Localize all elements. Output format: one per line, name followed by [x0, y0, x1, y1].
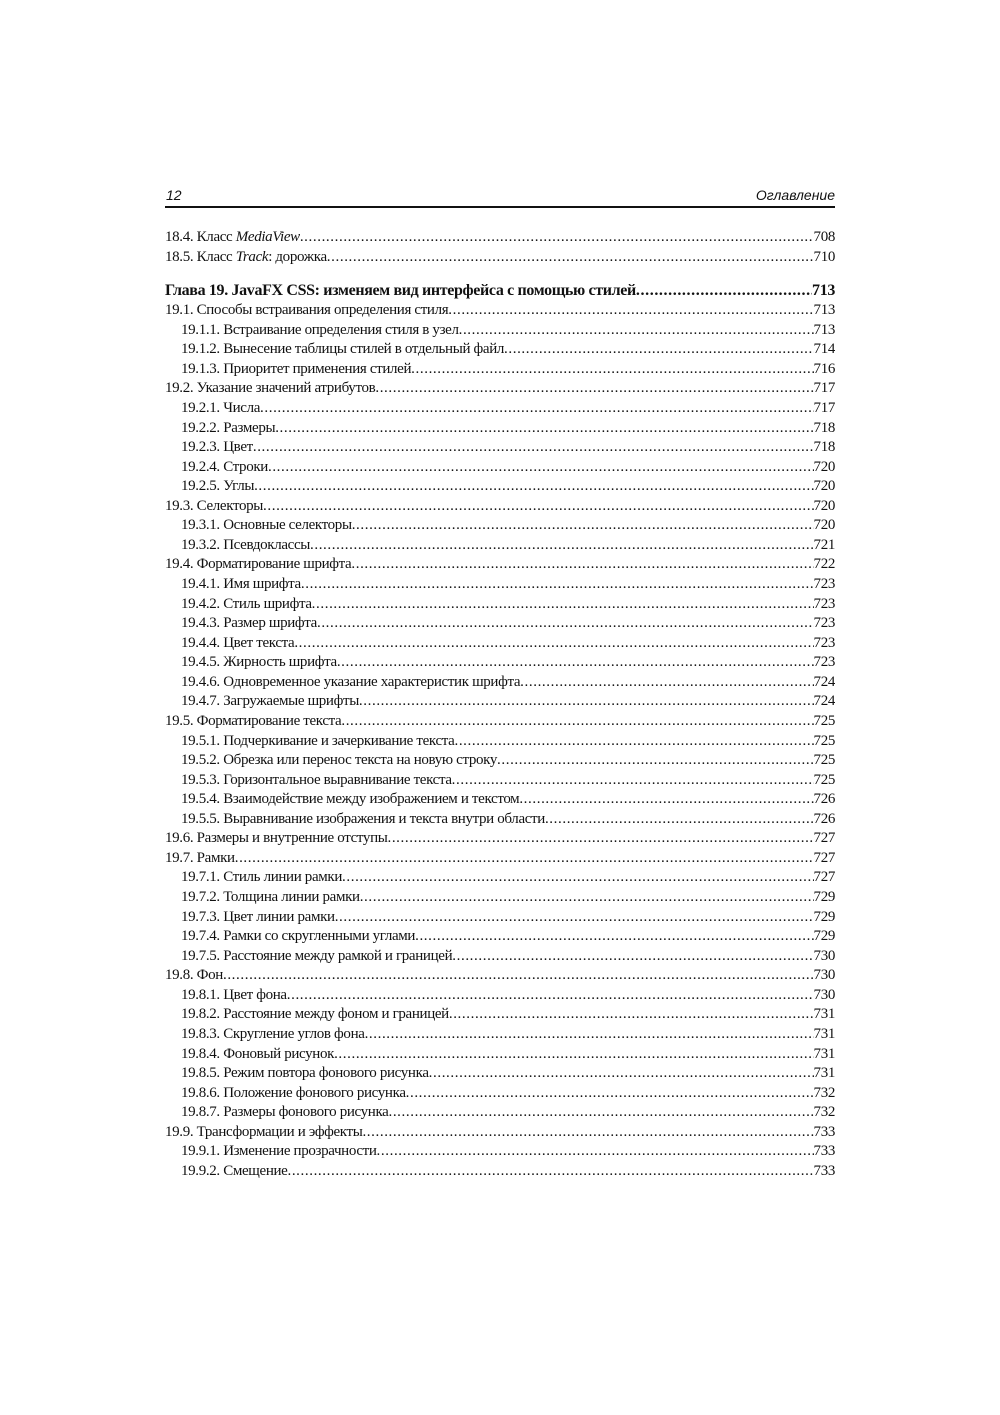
dot-leader	[429, 1064, 814, 1084]
toc-entry	[165, 360, 835, 380]
toc-entry-label	[181, 614, 317, 634]
label-text: 19.2.1. Числа	[181, 399, 261, 416]
toc-entry	[165, 927, 835, 947]
label-text: 19.6. Размеры и внутренние отступы	[165, 830, 388, 847]
toc-entry	[165, 1103, 835, 1123]
toc-entry	[165, 248, 835, 268]
label-text: 19.5.4. Взаимодействие между изображением и текстом	[181, 791, 520, 808]
toc-entry-label	[165, 712, 341, 732]
toc-page-number: 718	[813, 439, 835, 456]
toc-entry	[165, 692, 835, 712]
toc-page-number: 726	[813, 791, 835, 808]
toc-entry	[165, 712, 835, 732]
toc-entry	[165, 1142, 835, 1162]
label-text: 19.8.4. Фоновый рисунок	[181, 1045, 335, 1062]
toc-entry-label	[181, 653, 337, 673]
toc-entry	[165, 673, 835, 693]
dot-leader	[310, 536, 814, 556]
toc-page-number: 729	[813, 928, 835, 945]
dot-leader	[636, 281, 812, 301]
toc-entry	[165, 228, 835, 248]
toc-entry-label	[181, 1025, 365, 1045]
toc-entry	[165, 888, 835, 908]
toc-entry-label	[181, 771, 452, 791]
toc-page-number: 733	[813, 1143, 835, 1160]
toc-entry-label	[181, 516, 352, 536]
label-text: 19.1.3. Приоритет применения стилей	[181, 360, 412, 377]
toc-entry	[165, 536, 835, 556]
label-text: 19.2.4. Строки	[181, 458, 268, 475]
dot-leader	[223, 966, 814, 986]
toc-chapter-entry	[165, 281, 835, 301]
toc-page-number: 730	[813, 986, 835, 1003]
dot-leader	[504, 340, 814, 360]
toc-entry-label	[181, 986, 287, 1006]
dot-leader	[388, 1103, 813, 1123]
toc-entry-label	[181, 1005, 449, 1025]
dot-leader	[327, 248, 814, 268]
table-of-contents	[165, 228, 835, 1181]
dot-leader	[334, 1045, 813, 1065]
toc-entry-label	[181, 595, 312, 615]
dot-leader	[545, 810, 814, 830]
dot-leader	[317, 614, 814, 634]
toc-entry	[165, 986, 835, 1006]
toc-page-number: 727	[813, 849, 835, 866]
label-text: 19.3.1. Основные селекторы	[181, 517, 352, 534]
label-text: 19.7.3. Цвет линии рамки	[181, 908, 335, 925]
toc-entry-label	[181, 321, 459, 341]
dot-leader	[359, 692, 814, 712]
label-text: 19.9.1. Изменение прозрачности	[181, 1143, 377, 1160]
toc-page-number: 729	[813, 889, 835, 905]
toc-entry	[165, 1025, 835, 1045]
toc-entry-label	[181, 692, 359, 712]
dot-leader	[263, 497, 814, 517]
toc-entry-label	[181, 360, 411, 380]
toc-entry	[165, 497, 835, 517]
dot-leader	[415, 927, 813, 947]
toc-entry-label	[181, 947, 452, 967]
toc-page-number: 713	[812, 282, 835, 300]
toc-entry-label	[181, 751, 497, 771]
label-text: 19.4.3. Размер шрифта	[181, 615, 317, 632]
toc-page-number: 730	[813, 967, 835, 984]
label-text: 19.3.2. Псевдоклассы	[181, 536, 310, 553]
toc-page-number: 726	[813, 810, 835, 827]
label-text: 19.8.1. Цвет фона	[181, 986, 287, 1003]
toc-page-number: 729	[813, 908, 835, 925]
toc-entry	[165, 732, 835, 752]
toc-entry-label	[181, 673, 520, 693]
toc-entry-label	[181, 419, 275, 439]
toc-entry	[165, 379, 835, 399]
toc-entry	[165, 947, 835, 967]
toc-page-number: 727	[813, 830, 835, 847]
toc-entry	[165, 1005, 835, 1025]
dot-leader	[351, 555, 813, 575]
label-text: 19.1.1. Встраивание определения стиля в узел	[181, 321, 459, 338]
toc-entry-label	[165, 379, 375, 399]
toc-page-number: 724	[813, 693, 835, 710]
toc-page-number: 732	[813, 1104, 835, 1121]
toc-entry	[165, 516, 835, 536]
dot-leader	[377, 1142, 814, 1162]
toc-entry-label	[181, 1084, 406, 1104]
toc-entry	[165, 340, 835, 360]
toc-page-number: 717	[813, 399, 835, 416]
label-italic: Track	[235, 248, 269, 265]
dot-leader	[362, 1123, 813, 1143]
label-text: 19.1.2. Вынесение таблицы стилей в отдельный файл	[181, 341, 505, 358]
toc-entry-label	[181, 888, 360, 908]
dot-leader	[452, 947, 813, 967]
label-text: 19.5.3. Горизонтальное выравнивание текста	[181, 771, 452, 788]
toc-entry	[165, 419, 835, 439]
label-text: 19.2.2. Размеры	[181, 419, 276, 436]
toc-entry	[165, 868, 835, 888]
label-text: 19.8. Фон	[165, 967, 223, 984]
label-text: 19.8.5. Режим повтора фонового рисунка	[181, 1065, 429, 1082]
label-text: 19.8.3. Скругление углов фона	[181, 1025, 365, 1042]
toc-page-number: 718	[813, 419, 835, 436]
toc-page-number: 720	[813, 517, 835, 534]
toc-entry	[165, 849, 835, 869]
toc-page-number: 721	[813, 536, 835, 553]
label-text: 19.7.1. Стиль линии рамки	[181, 869, 343, 886]
toc-entry-label	[181, 477, 254, 497]
label-text: 19.7.4. Рамки со скругленными углами	[181, 928, 416, 945]
dot-leader	[365, 1025, 814, 1045]
toc-page-number: 713	[813, 321, 835, 338]
label-text: 19.5.1. Подчеркивание и зачеркивание текста	[181, 732, 455, 749]
toc-entry	[165, 555, 835, 575]
toc-page-number: 725	[813, 712, 835, 729]
toc-entry	[165, 1064, 835, 1084]
label-text: 19.7.2. Толщина линии рамки	[181, 889, 360, 905]
toc-entry-label	[181, 1162, 287, 1182]
toc-page-number: 723	[813, 615, 835, 632]
toc-entry	[165, 966, 835, 986]
toc-page-number: 723	[813, 576, 835, 592]
label-text: 19.4.5. Жирность шрифта	[181, 654, 337, 671]
page-number: 12	[166, 187, 182, 203]
dot-leader	[287, 1162, 813, 1182]
toc-entry-label	[165, 829, 387, 849]
toc-entry-label	[181, 1103, 388, 1123]
label-text: 19.8.2. Расстояние между фоном и границей	[181, 1006, 449, 1023]
toc-entry-label	[181, 868, 342, 888]
toc-page-number: 720	[813, 497, 835, 514]
dot-leader	[335, 908, 814, 928]
dot-leader	[454, 732, 813, 752]
dot-leader	[275, 419, 813, 439]
dot-leader	[352, 516, 814, 536]
label-text: 18.5. Класс	[165, 248, 236, 265]
toc-page-number: 723	[813, 634, 835, 651]
toc-page-number: 716	[813, 360, 835, 377]
label-text: 19.4. Форматирование шрифта	[165, 556, 352, 573]
toc-entry	[165, 301, 835, 321]
toc-entry-label	[181, 790, 519, 810]
toc-page-number: 725	[813, 732, 835, 749]
toc-entry-label	[181, 438, 253, 458]
toc-entry-label	[181, 399, 260, 419]
toc-page-number: 731	[813, 1025, 835, 1042]
dot-leader	[253, 438, 814, 458]
toc-entry	[165, 321, 835, 341]
toc-entry-label	[181, 634, 294, 654]
toc-entry	[165, 771, 835, 791]
toc-entry-label	[181, 340, 504, 360]
toc-entry-label	[165, 248, 327, 268]
running-title: Оглавление	[755, 187, 835, 203]
label-text: 19.1. Способы встраивания определения стиля	[165, 302, 449, 319]
dot-leader	[342, 868, 814, 888]
label-text: Глава 19. JavaFX CSS: изменяем вид интерфейса с помощью стилей	[165, 282, 636, 300]
label-text: 19.5.5. Выравнивание изображения и текста внутри области	[181, 810, 545, 827]
toc-page-number: 733	[813, 1162, 835, 1179]
toc-page-number: 720	[813, 478, 835, 495]
dot-leader	[341, 712, 813, 732]
toc-entry	[165, 908, 835, 928]
toc-entry	[165, 458, 835, 478]
toc-entry-label	[181, 908, 335, 928]
toc-page-number: 710	[813, 248, 835, 265]
dot-leader	[294, 634, 813, 654]
label-text: 19.4.6. Одновременное указание характеристик шрифта	[181, 673, 521, 690]
toc-entry-label	[181, 1142, 377, 1162]
dot-leader	[268, 458, 814, 478]
toc-entry-label	[165, 849, 235, 869]
label-text: 19.5. Форматирование текста	[165, 712, 342, 729]
label-text: 19.8.6. Положение фонового рисунка	[181, 1084, 406, 1101]
dot-leader	[375, 379, 813, 399]
dot-leader	[497, 751, 814, 771]
toc-entry	[165, 1045, 835, 1065]
toc-page-number: 713	[813, 302, 835, 319]
dot-leader	[387, 829, 813, 849]
toc-page-number: 723	[813, 654, 835, 671]
page-header	[165, 186, 835, 208]
label-text: 18.4. Класс	[165, 229, 236, 245]
toc-entry-label	[181, 927, 415, 947]
toc-entry-label	[165, 966, 223, 986]
toc-page-number: 731	[813, 1006, 835, 1023]
toc-entry	[165, 399, 835, 419]
dot-leader	[411, 360, 813, 380]
toc-entry	[165, 751, 835, 771]
toc-page-number: 731	[813, 1065, 835, 1082]
toc-entry-label	[165, 281, 636, 301]
toc-page-number: 731	[813, 1045, 835, 1062]
toc-entry-label	[165, 228, 300, 248]
toc-page-number: 723	[813, 595, 835, 612]
toc-page-number: 708	[813, 229, 835, 245]
label-text: 19.4.1. Имя шрифта	[181, 576, 301, 592]
label-text: 19.9. Трансформации и эффекты	[165, 1123, 363, 1140]
dot-leader	[448, 301, 813, 321]
label-text: 19.7. Рамки	[165, 849, 235, 866]
toc-page-number: 717	[813, 380, 835, 397]
dot-leader	[337, 653, 814, 673]
toc-entry-label	[181, 810, 545, 830]
toc-entry	[165, 634, 835, 654]
label-text: 19.5.2. Обрезка или перенос текста на новую строку	[181, 752, 498, 769]
dot-leader	[360, 888, 814, 908]
toc-page-number: 725	[813, 752, 835, 769]
label-text: 19.2.5. Углы	[181, 478, 255, 495]
toc-entry-label	[181, 732, 454, 752]
dot-leader	[519, 790, 813, 810]
toc-entry	[165, 1162, 835, 1182]
toc-entry	[165, 653, 835, 673]
label-text: 19.2.3. Цвет	[181, 439, 253, 456]
toc-entry	[165, 575, 835, 595]
dot-leader	[459, 321, 814, 341]
dot-leader	[235, 849, 814, 869]
dot-leader	[287, 986, 814, 1006]
toc-entry-label	[165, 301, 448, 321]
dot-leader	[300, 228, 814, 248]
toc-entry	[165, 477, 835, 497]
label-text: 19.8.7. Размеры фонового рисунка	[181, 1104, 389, 1121]
toc-entry-label	[165, 1123, 362, 1143]
toc-page-number: 727	[813, 869, 835, 886]
toc-entry	[165, 595, 835, 615]
dot-leader	[260, 399, 814, 419]
toc-page-number: 714	[813, 341, 835, 358]
label-text: 19.3. Селекторы	[165, 497, 264, 514]
toc-entry-label	[165, 497, 263, 517]
dot-leader	[406, 1084, 814, 1104]
dot-leader	[452, 771, 814, 791]
toc-entry	[165, 438, 835, 458]
label-text: 19.4.7. Загружаемые шрифты	[181, 693, 359, 710]
toc-entry-label	[181, 1064, 429, 1084]
label-text: 19.2. Указание значений атрибутов	[165, 380, 376, 397]
dot-leader	[449, 1005, 814, 1025]
dot-leader	[520, 673, 813, 693]
toc-entry	[165, 1123, 835, 1143]
toc-entry-label	[181, 575, 301, 595]
dot-leader	[301, 575, 814, 595]
toc-entry	[165, 810, 835, 830]
toc-entry-label	[181, 458, 268, 478]
toc-page-number: 730	[813, 947, 835, 964]
toc-entry-label	[165, 555, 351, 575]
dot-leader	[312, 595, 814, 615]
toc-entry-label	[181, 1045, 334, 1065]
label-text: 19.4.4. Цвет текста	[181, 634, 295, 651]
toc-page-number: 733	[813, 1123, 835, 1140]
toc-page-number: 732	[813, 1084, 835, 1101]
toc-entry	[165, 1084, 835, 1104]
label-text: 19.4.2. Стиль шрифта	[181, 595, 312, 612]
toc-page-number: 725	[813, 771, 835, 788]
toc-entry	[165, 829, 835, 849]
label-text: 19.7.5. Расстояние между рамкой и границей	[181, 947, 453, 964]
label-suffix: : дорожка	[268, 248, 327, 265]
toc-entry	[165, 614, 835, 634]
toc-entry	[165, 790, 835, 810]
dot-leader	[254, 477, 813, 497]
toc-page-number: 724	[813, 673, 835, 690]
toc-page-number: 722	[813, 556, 835, 573]
label-text: 19.9.2. Смещение	[181, 1162, 288, 1179]
toc-entry-label	[181, 536, 310, 556]
toc-page-number: 720	[813, 458, 835, 475]
label-italic: MediaView	[235, 229, 300, 245]
